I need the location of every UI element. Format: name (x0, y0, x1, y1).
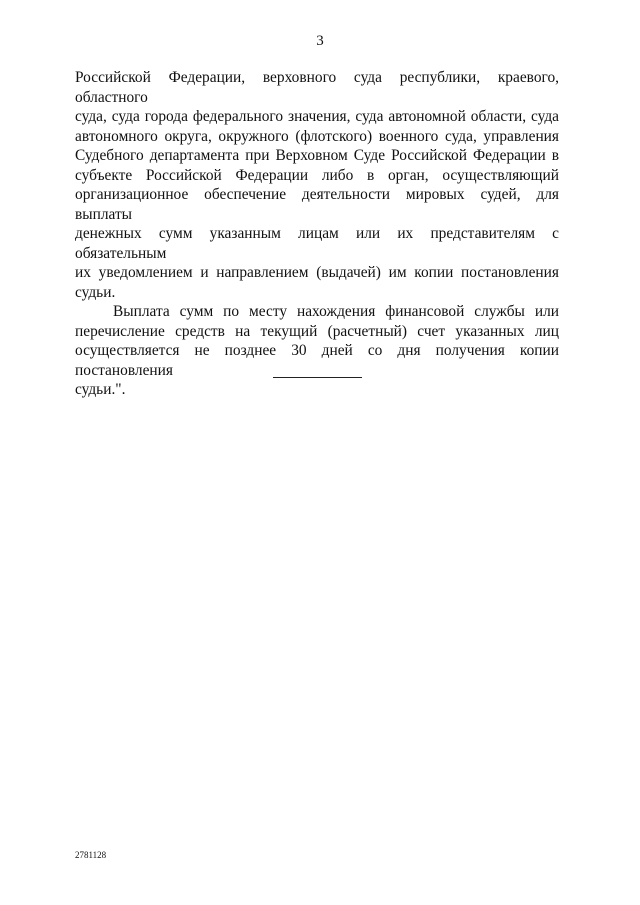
text-line: перечисление средств на текущий (расчетный) счет указанных лиц (75, 322, 559, 340)
paragraph-1 (75, 68, 559, 302)
text-line: денежных сумм указанным лицам или их представителям с обязательным (75, 225, 559, 262)
text-line: Выплата сумм по месту нахождения финансовой службы или (113, 303, 559, 320)
text-line: автономного округа, окружного (флотского) военного суда, управления (75, 127, 559, 145)
document-body (75, 68, 559, 400)
text-line: суда, суда города федерального значения, суда автономной области, суда (75, 108, 559, 125)
text-line: судьи.". (75, 381, 126, 398)
text-line: субъекте Российской Федерации либо в орган, осуществляющий (75, 166, 559, 184)
text-line: Судебного департамента при Верховном Суде Российской Федерации в (75, 147, 559, 164)
paragraph-2 (75, 302, 559, 400)
document-id: 2781128 (75, 850, 107, 860)
text-line: осуществляется не позднее 30 дней со дня получения копии постановления (75, 342, 559, 379)
text-line: организационное обеспечение деятельности мировых судей, для выплаты (75, 186, 559, 223)
end-separator-line (273, 377, 362, 378)
text-line: их уведомлением и направлением (выдачей) им копии постановления (75, 264, 559, 281)
text-line: Российской Федерации, верховного суда республики, краевого, областного (75, 69, 559, 106)
page-number: 3 (316, 33, 324, 49)
text-line: судьи. (75, 283, 116, 301)
